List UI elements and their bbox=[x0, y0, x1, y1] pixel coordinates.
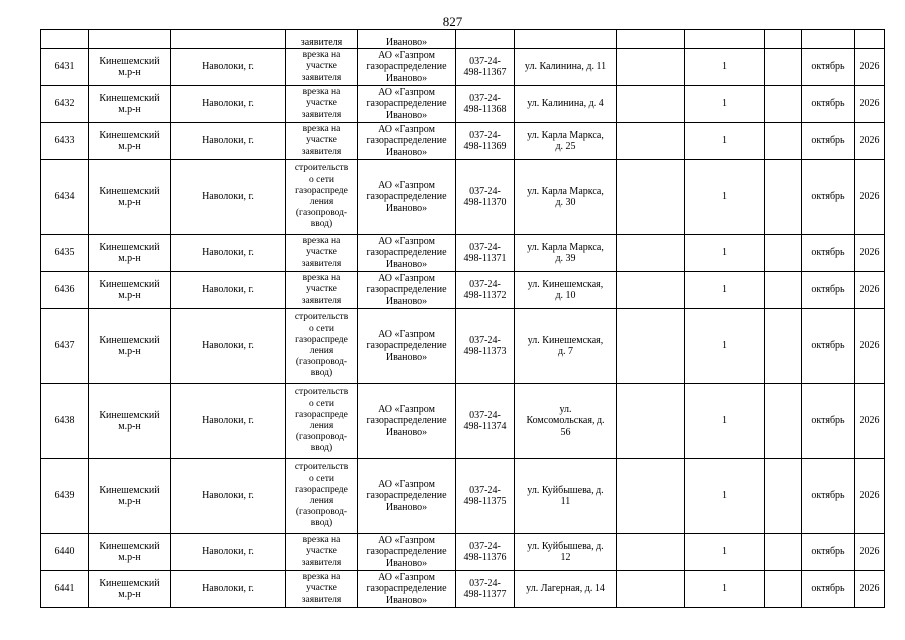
cell-address: ул. Карла Маркса, д. 39 bbox=[515, 235, 617, 272]
cell-empty bbox=[765, 49, 802, 86]
table-row bbox=[41, 160, 885, 235]
cell-empty bbox=[765, 235, 802, 272]
cell-district: Кинешемский м.р-н bbox=[89, 86, 171, 123]
cell-organization: АО «Газпром газораспределение Иваново» bbox=[358, 86, 456, 123]
cell-number: 6433 bbox=[41, 123, 89, 160]
cell-work-type: строительств о сети газораспреде ления (газопровод- ввод) bbox=[286, 384, 358, 459]
cell-empty bbox=[765, 160, 802, 235]
cell-number: 6439 bbox=[41, 459, 89, 534]
cell-month: октябрь bbox=[802, 384, 855, 459]
page-number: 827 bbox=[442, 14, 463, 29]
cell-month: октябрь bbox=[802, 160, 855, 235]
cell-month: октябрь bbox=[802, 49, 855, 86]
cell-organization: АО «Газпром газораспределение Иваново» bbox=[358, 309, 456, 384]
cell-locality: Наволоки, г. bbox=[171, 571, 286, 608]
cell-count: 1 bbox=[685, 86, 765, 123]
cell-number: 6440 bbox=[41, 534, 89, 571]
cell-district: Кинешемский м.р-н bbox=[89, 123, 171, 160]
table-row bbox=[41, 123, 885, 160]
table-row bbox=[41, 49, 885, 86]
cell-organization: АО «Газпром газораспределение Иваново» bbox=[358, 49, 456, 86]
cell-work-type: врезка на участке заявителя bbox=[286, 123, 358, 160]
register-table bbox=[40, 29, 885, 608]
cell-work-type: врезка на участке заявителя bbox=[286, 534, 358, 571]
cell-count: 1 bbox=[685, 235, 765, 272]
cell-district: Кинешемский м.р-н bbox=[89, 571, 171, 608]
cell-district: Кинешемский м.р-н bbox=[89, 534, 171, 571]
cell-empty bbox=[765, 272, 802, 309]
cell-year: 2026 bbox=[855, 459, 885, 534]
cell-code: 037-24- 498-11373 bbox=[456, 309, 515, 384]
cell-month: октябрь bbox=[802, 534, 855, 571]
cell-empty bbox=[617, 534, 685, 571]
cell-count: 1 bbox=[685, 384, 765, 459]
cell-month: октябрь bbox=[802, 459, 855, 534]
cell-empty bbox=[617, 160, 685, 235]
cell-address: ул. Калинина, д. 4 bbox=[515, 86, 617, 123]
cell-empty bbox=[765, 534, 802, 571]
cell-organization: АО «Газпром газораспределение Иваново» bbox=[358, 123, 456, 160]
cell-year: 2026 bbox=[855, 49, 885, 86]
cell-count: 1 bbox=[685, 571, 765, 608]
cell-count: 1 bbox=[685, 49, 765, 86]
cell-empty bbox=[617, 309, 685, 384]
cell-locality: Наволоки, г. bbox=[171, 86, 286, 123]
cell-organization: АО «Газпром газораспределение Иваново» bbox=[358, 160, 456, 235]
cell-organization: Иваново» bbox=[358, 30, 456, 49]
cell-empty bbox=[617, 459, 685, 534]
cell-locality: Наволоки, г. bbox=[171, 272, 286, 309]
table-row bbox=[41, 459, 885, 534]
cell-address: ул. Карла Маркса, д. 25 bbox=[515, 123, 617, 160]
cell-code: 037-24- 498-11368 bbox=[456, 86, 515, 123]
cell-year: 2026 bbox=[855, 571, 885, 608]
cell-empty bbox=[617, 384, 685, 459]
table-row bbox=[41, 384, 885, 459]
cell-organization: АО «Газпром газораспределение Иваново» bbox=[358, 272, 456, 309]
cell-locality: Наволоки, г. bbox=[171, 384, 286, 459]
cell-work-type: врезка на участке заявителя bbox=[286, 571, 358, 608]
cell-empty bbox=[617, 571, 685, 608]
cell-year: 2026 bbox=[855, 160, 885, 235]
cell-year: 2026 bbox=[855, 534, 885, 571]
cell-year: 2026 bbox=[855, 235, 885, 272]
cell-empty bbox=[765, 86, 802, 123]
cell-address: ул. Кинешемская, д. 7 bbox=[515, 309, 617, 384]
cell-empty bbox=[765, 309, 802, 384]
table-row-partial bbox=[41, 30, 885, 49]
cell-locality: Наволоки, г. bbox=[171, 160, 286, 235]
cell-address: ул. Комсомольская, д. 56 bbox=[515, 384, 617, 459]
table-row bbox=[41, 571, 885, 608]
cell-address: ул. Карла Маркса, д. 30 bbox=[515, 160, 617, 235]
cell-address: ул. Куйбышева, д. 11 bbox=[515, 459, 617, 534]
cell-address: ул. Куйбышева, д. 12 bbox=[515, 534, 617, 571]
table-row bbox=[41, 86, 885, 123]
cell-year: 2026 bbox=[855, 123, 885, 160]
table-row bbox=[41, 309, 885, 384]
cell-address: ул. Калинина, д. 11 bbox=[515, 49, 617, 86]
cell-organization: АО «Газпром газораспределение Иваново» bbox=[358, 459, 456, 534]
cell-address: ул. Лагерная, д. 14 bbox=[515, 571, 617, 608]
cell-organization: АО «Газпром газораспределение Иваново» bbox=[358, 235, 456, 272]
cell-organization: АО «Газпром газораспределение Иваново» bbox=[358, 384, 456, 459]
cell-district: Кинешемский м.р-н bbox=[89, 235, 171, 272]
cell-month: октябрь bbox=[802, 571, 855, 608]
cell-work-type: врезка на участке заявителя bbox=[286, 49, 358, 86]
cell-locality: Наволоки, г. bbox=[171, 459, 286, 534]
cell-month: октябрь bbox=[802, 123, 855, 160]
cell-year: 2026 bbox=[855, 272, 885, 309]
cell-locality: Наволоки, г. bbox=[171, 49, 286, 86]
cell-work-type: заявителя bbox=[286, 30, 358, 49]
cell-work-type: врезка на участке заявителя bbox=[286, 272, 358, 309]
cell-code: 037-24- 498-11376 bbox=[456, 534, 515, 571]
cell-address: ул. Кинешемская, д. 10 bbox=[515, 272, 617, 309]
cell-count: 1 bbox=[685, 160, 765, 235]
cell-count: 1 bbox=[685, 534, 765, 571]
cell-code: 037-24- 498-11371 bbox=[456, 235, 515, 272]
cell-work-type: строительств о сети газораспреде ления (газопровод- ввод) bbox=[286, 459, 358, 534]
cell-number: 6438 bbox=[41, 384, 89, 459]
table-row bbox=[41, 534, 885, 571]
cell-district: Кинешемский м.р-н bbox=[89, 49, 171, 86]
cell-empty bbox=[765, 123, 802, 160]
cell-locality: Наволоки, г. bbox=[171, 123, 286, 160]
cell-count: 1 bbox=[685, 309, 765, 384]
cell-district: Кинешемский м.р-н bbox=[89, 309, 171, 384]
cell-empty bbox=[617, 235, 685, 272]
cell-empty bbox=[617, 123, 685, 160]
cell-work-type: строительств о сети газораспреде ления (газопровод- ввод) bbox=[286, 160, 358, 235]
cell-organization: АО «Газпром газораспределение Иваново» bbox=[358, 571, 456, 608]
cell-code: 037-24- 498-11369 bbox=[456, 123, 515, 160]
cell-number: 6435 bbox=[41, 235, 89, 272]
cell-district: Кинешемский м.р-н bbox=[89, 459, 171, 534]
cell-number: 6432 bbox=[41, 86, 89, 123]
cell-empty bbox=[765, 459, 802, 534]
cell-code: 037-24- 498-11372 bbox=[456, 272, 515, 309]
cell-number: 6436 bbox=[41, 272, 89, 309]
cell-year: 2026 bbox=[855, 309, 885, 384]
cell-empty bbox=[617, 272, 685, 309]
cell-number: 6434 bbox=[41, 160, 89, 235]
cell-locality: Наволоки, г. bbox=[171, 309, 286, 384]
cell-work-type: врезка на участке заявителя bbox=[286, 86, 358, 123]
cell-code: 037-24- 498-11370 bbox=[456, 160, 515, 235]
cell-district: Кинешемский м.р-н bbox=[89, 384, 171, 459]
cell-month: октябрь bbox=[802, 272, 855, 309]
cell-code: 037-24- 498-11377 bbox=[456, 571, 515, 608]
table-row bbox=[41, 235, 885, 272]
cell-district: Кинешемский м.р-н bbox=[89, 160, 171, 235]
cell-code: 037-24- 498-11367 bbox=[456, 49, 515, 86]
cell-empty bbox=[617, 49, 685, 86]
table-row bbox=[41, 272, 885, 309]
cell-locality: Наволоки, г. bbox=[171, 534, 286, 571]
cell-month: октябрь bbox=[802, 235, 855, 272]
cell-work-type: строительств о сети газораспреде ления (газопровод- ввод) bbox=[286, 309, 358, 384]
cell-work-type: врезка на участке заявителя bbox=[286, 235, 358, 272]
cell-count: 1 bbox=[685, 123, 765, 160]
cell-district: Кинешемский м.р-н bbox=[89, 272, 171, 309]
cell-count: 1 bbox=[685, 272, 765, 309]
cell-organization: АО «Газпром газораспределение Иваново» bbox=[358, 534, 456, 571]
cell-empty bbox=[617, 86, 685, 123]
cell-code: 037-24- 498-11375 bbox=[456, 459, 515, 534]
cell-locality: Наволоки, г. bbox=[171, 235, 286, 272]
cell-number: 6441 bbox=[41, 571, 89, 608]
cell-count: 1 bbox=[685, 459, 765, 534]
cell-month: октябрь bbox=[802, 86, 855, 123]
cell-code: 037-24- 498-11374 bbox=[456, 384, 515, 459]
cell-number: 6437 bbox=[41, 309, 89, 384]
cell-month: октябрь bbox=[802, 309, 855, 384]
cell-empty bbox=[765, 571, 802, 608]
cell-year: 2026 bbox=[855, 384, 885, 459]
cell-number: 6431 bbox=[41, 49, 89, 86]
cell-empty bbox=[765, 384, 802, 459]
cell-year: 2026 bbox=[855, 86, 885, 123]
